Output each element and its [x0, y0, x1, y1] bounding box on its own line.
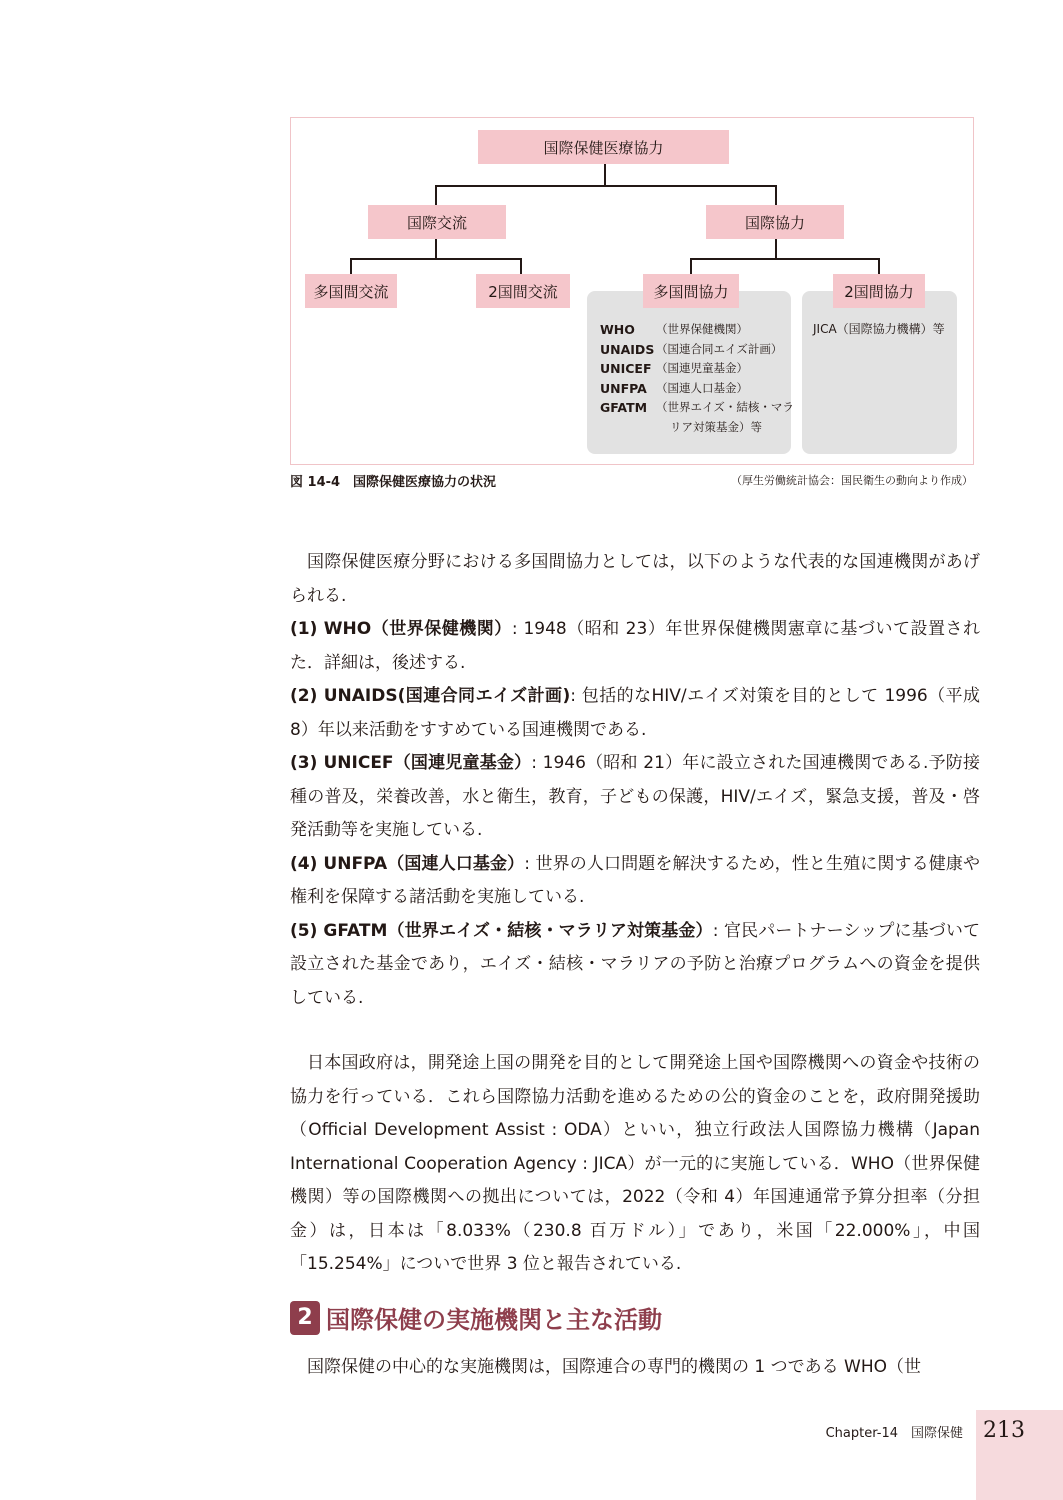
- chart-node-exchange: 国際交流: [368, 205, 506, 239]
- bilateral-box: [802, 291, 957, 454]
- item-heading: (2) UNAIDS(国連合同エイズ計画): [290, 686, 571, 706]
- connector-line: [690, 258, 880, 260]
- bilateral-org: [813, 320, 945, 340]
- list-item: [290, 680, 980, 747]
- item-text: : 1948（昭和 23）年世界保健機関憲章に基づいて設置された．詳細は，後述する.: [290, 619, 981, 673]
- chart-node-multilateral-exchange: 多国間交流: [305, 274, 397, 308]
- item-heading: (5) GFATM（世界エイズ・結核・マラリア対策基金）: [290, 920, 713, 941]
- item-heading: (3) UNICEF（国連児童基金）: [290, 753, 532, 773]
- item-text: : 世界の人口問題を解決するため，性と生殖に関する健康や権利を保障する諸活動を実施している.: [290, 853, 980, 907]
- org-row: UNAIDS （国連合同エイズ計画）: [600, 341, 783, 357]
- section-paragraph: 国際保健の中心的な実施機関は，国際連合の専門的機関の 1 つである WHO（世: [307, 1357, 921, 1377]
- org-row: UNFPA （国連人口基金）: [600, 380, 748, 396]
- chart-node-bilateral-exchange: 2国間交流: [476, 274, 570, 308]
- org-row: GFATM （世界エイズ・結核・マラ: [600, 400, 794, 415]
- connector-line: [350, 258, 522, 260]
- page-number: 213: [983, 1418, 1025, 1443]
- section-number: 2: [290, 1301, 320, 1335]
- list-item: [290, 613, 980, 680]
- body-text-section: [290, 1351, 980, 1385]
- body-text-main: [290, 546, 980, 1015]
- connector-line: [435, 185, 437, 206]
- item-heading: (1) WHO（世界保健機関）: [290, 619, 512, 639]
- list-item: [290, 915, 980, 1016]
- chart-node-multilateral-cooperation: 多国間協力: [643, 274, 739, 308]
- chart-root-node: 国際保健医療協力: [478, 130, 729, 164]
- item-text: : 包括的なHIV/エイズ対策を目的として 1996（平成 8）年以来活動をすすめている国連機関である.: [290, 686, 980, 740]
- connector-line: [604, 164, 606, 186]
- item-heading: (4) UNFPA（国連人口基金）: [290, 853, 525, 874]
- figure-caption: 図 14-4 国際保健医療協力の状況: [290, 475, 497, 490]
- connector-line: [435, 185, 777, 187]
- connector-line: [775, 239, 777, 259]
- section-heading: [290, 1300, 662, 1335]
- footer-chapter: Chapter-14 国際保健: [825, 1426, 963, 1441]
- connector-line: [435, 239, 437, 259]
- org-row: JICA（国際協力機構）等: [813, 322, 945, 336]
- org-row: UNICEF （国連児童基金）: [600, 361, 748, 376]
- figure-source: （厚生労働統計協会：国民衛生の動向より作成）: [731, 474, 973, 487]
- intro-paragraph: 国際保健医療分野における多国間協力としては，以下のような代表的な国連機関があげられる.: [290, 552, 980, 606]
- org-row: WHO （世界保健機関）: [600, 322, 748, 337]
- list-item: [290, 848, 980, 915]
- connector-line: [690, 258, 692, 275]
- chart-node-bilateral-cooperation: 2国間協力: [833, 274, 925, 308]
- item-text: : 1946（昭和 21）年に設立された国連機関である.予防接種の普及，栄養改善，水と衛生，教育，子どもの保護，HIV/エイズ，緊急支援，普及・啓発活動等を実施している.: [290, 753, 980, 840]
- connector-line: [520, 258, 522, 275]
- section-title: 国際保健の実施機関と主な活動: [326, 1306, 662, 1334]
- connector-line: [350, 258, 352, 275]
- org-row-continuation: リア対策基金）等: [670, 419, 762, 434]
- connector-line: [775, 185, 777, 206]
- oda-paragraph: 日本国政府は，開発途上国の開発を目的として開発途上国や国際機関への資金や技術の協力を行っている．これら国際協力活動を進めるための公的資金のことを，政府開発援助（Official Development Assist : ODA）といい，独立行政法人国際協力機構（Japan International Cooperation Agency : JICA）が一元的に実施している．WHO（世界保健機関）等の国際機関への拠出については，2022（令和 4）年国連通常予算分担率（分担金）は，日本は「8.033%（230.8 百万ドル）」であり，米国「22.000%」，中国「15.254%」についで世界 3 位と報告されている.: [290, 1053, 980, 1274]
- multilateral-org-list: [600, 320, 794, 437]
- item-text: : 官民パートナーシップに基づいて設立された基金であり，エイズ・結核・マラリアの予防と治療プログラムへの資金を提供している.: [290, 920, 980, 1008]
- list-item: [290, 747, 980, 848]
- chart-node-cooperation: 国際協力: [706, 205, 844, 239]
- body-text-oda: [290, 1047, 980, 1282]
- connector-line: [878, 258, 880, 275]
